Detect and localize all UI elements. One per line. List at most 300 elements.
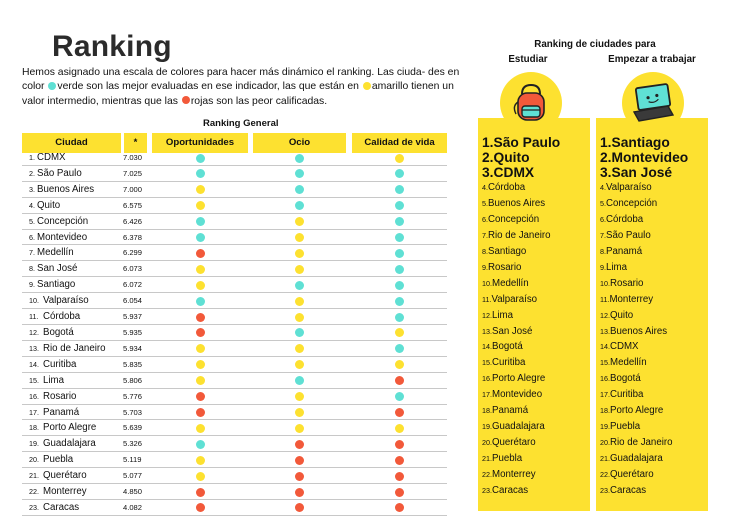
study-list-item — [482, 324, 590, 340]
table-caption: Ranking General — [203, 118, 279, 129]
cal-rating-dot-icon — [395, 265, 404, 274]
cal-rating-dot-icon — [395, 376, 404, 385]
study-list-item — [482, 166, 590, 181]
work-item-rank: 16. — [600, 374, 610, 384]
study-panel — [478, 118, 590, 511]
work-item-city: Medellín — [610, 357, 647, 369]
cal-rating-dot-icon — [395, 360, 404, 369]
cal-rating-dot-icon — [395, 408, 404, 417]
row-rank: 13. — [29, 343, 39, 353]
header-opportunities: Oportunidades — [152, 133, 248, 153]
study-item-city: Montevideo — [492, 389, 543, 401]
work-item-city: San José — [611, 164, 673, 180]
ocio-rating-dot-icon — [295, 408, 304, 417]
row-rank: 2. — [29, 168, 35, 178]
opp-rating-dot-icon — [196, 440, 205, 449]
table-row — [22, 245, 447, 261]
study-item-rank: 3. — [482, 164, 494, 180]
opp-rating-dot-icon — [196, 297, 205, 306]
study-item-rank: 8. — [482, 247, 488, 257]
table-row — [22, 277, 447, 293]
opp-rating-dot-icon — [196, 313, 205, 322]
row-score: 6.378 — [123, 232, 143, 242]
row-city: Monterrey — [43, 486, 87, 498]
row-score: 4.850 — [123, 487, 143, 497]
study-list-item — [482, 419, 590, 435]
opp-rating-dot-icon — [196, 201, 205, 210]
study-item-city: CDMX — [493, 164, 535, 180]
row-rank: 19. — [29, 439, 39, 449]
table-row — [22, 309, 447, 325]
page-title: Ranking — [52, 30, 172, 63]
study-list-item — [482, 151, 590, 166]
opp-rating-dot-icon — [196, 233, 205, 242]
study-item-city: Valparaíso — [491, 293, 538, 305]
cal-rating-dot-icon — [395, 456, 404, 465]
row-city: Córdoba — [43, 311, 81, 323]
cal-rating-dot-icon — [395, 249, 404, 258]
row-rank: 1. — [29, 153, 35, 162]
ocio-rating-dot-icon — [295, 201, 304, 210]
work-item-rank: 9. — [600, 262, 606, 272]
cal-rating-dot-icon — [395, 297, 404, 306]
row-rank: 7. — [29, 248, 35, 258]
study-item-rank: 21. — [482, 453, 492, 463]
work-list-item — [600, 371, 708, 387]
opp-rating-dot-icon — [196, 503, 205, 512]
work-item-city: CDMX — [610, 341, 639, 353]
study-item-rank: 16. — [482, 374, 492, 384]
cal-rating-dot-icon — [395, 440, 404, 449]
red-legend-dot-icon — [182, 96, 190, 104]
row-score: 5.077 — [123, 471, 143, 481]
work-item-city: Guadalajara — [610, 452, 663, 464]
work-item-city: Lima — [606, 261, 627, 273]
study-item-city: Santiago — [488, 246, 527, 258]
work-item-city: Puebla — [610, 420, 641, 432]
table-row — [22, 261, 447, 277]
row-score: 6.426 — [123, 216, 143, 226]
study-item-rank: 14. — [482, 342, 492, 352]
row-rank: 15. — [29, 375, 39, 385]
row-city: Concepción — [37, 215, 89, 227]
study-item-city: San José — [492, 325, 533, 337]
row-rank: 20. — [29, 455, 39, 465]
row-rank: 14. — [29, 359, 39, 369]
table-row — [22, 198, 447, 214]
ocio-rating-dot-icon — [295, 185, 304, 194]
work-item-rank: 17. — [600, 390, 610, 400]
work-item-rank: 15. — [600, 358, 610, 368]
opp-rating-dot-icon — [196, 185, 205, 194]
table-row — [22, 214, 447, 230]
row-city: Quito — [37, 199, 61, 211]
intro-text: Hemos asignado una escala de colores para hacer más dinámico el ranking. Las ciuda- des en color — [22, 67, 460, 93]
work-list-item — [600, 166, 708, 181]
ocio-rating-dot-icon — [295, 392, 304, 401]
work-item-rank: 6. — [600, 215, 606, 225]
study-item-city: Lima — [492, 309, 513, 321]
study-item-city: Guadalajara — [492, 420, 545, 432]
work-item-rank: 4. — [600, 183, 606, 193]
study-item-rank: 23. — [482, 485, 492, 495]
work-item-city: Monterrey — [609, 293, 654, 305]
row-city: São Paulo — [37, 167, 82, 179]
work-item-rank: 23. — [600, 485, 610, 495]
table-row — [22, 436, 447, 452]
row-rank: 11. — [29, 312, 39, 322]
study-list-item — [482, 387, 590, 403]
work-item-city: Quito — [610, 309, 634, 321]
row-score: 6.299 — [123, 248, 143, 258]
study-list-item — [482, 196, 590, 212]
study-ranking-list — [482, 136, 590, 499]
cal-rating-dot-icon — [395, 217, 404, 226]
ocio-rating-dot-icon — [295, 360, 304, 369]
study-badge — [500, 72, 562, 134]
work-item-rank: 20. — [600, 437, 610, 447]
table-row — [22, 182, 447, 198]
work-badge — [622, 72, 684, 134]
row-score: 5.935 — [123, 327, 143, 337]
study-item-rank: 22. — [482, 469, 492, 479]
row-score: 5.639 — [123, 423, 143, 433]
row-city: CDMX — [37, 152, 66, 163]
row-city: San José — [37, 263, 78, 275]
opp-rating-dot-icon — [196, 281, 205, 290]
work-item-city: Rosario — [610, 277, 644, 289]
study-item-rank: 15. — [482, 358, 492, 368]
study-item-city: Puebla — [492, 452, 523, 464]
study-item-city: São Paulo — [493, 135, 561, 150]
row-city: Montevideo — [37, 231, 88, 243]
study-item-city: Panamá — [492, 405, 529, 417]
table-row — [22, 389, 447, 405]
ocio-rating-dot-icon — [295, 488, 304, 497]
work-item-rank: 12. — [600, 310, 610, 320]
opp-rating-dot-icon — [196, 392, 205, 401]
ocio-rating-dot-icon — [295, 376, 304, 385]
work-list-item — [600, 435, 708, 451]
study-label: Estudiar — [508, 54, 548, 65]
ocio-rating-dot-icon — [295, 440, 304, 449]
work-list-item — [600, 403, 708, 419]
opp-rating-dot-icon — [196, 169, 205, 178]
work-list-item — [600, 212, 708, 228]
table-row — [22, 166, 447, 182]
work-item-city: Santiago — [611, 135, 670, 150]
study-item-city: Caracas — [492, 484, 529, 496]
row-city: Medellín — [37, 247, 74, 259]
study-list-item — [482, 244, 590, 260]
work-item-rank: 2. — [600, 149, 612, 165]
work-item-city: Rio de Janeiro — [610, 436, 673, 448]
work-item-city: Porto Alegre — [610, 405, 664, 417]
work-item-rank: 19. — [600, 421, 610, 431]
work-item-rank: 7. — [600, 231, 606, 241]
study-item-city: Querétaro — [492, 436, 536, 448]
side-caption: Ranking de ciudades para — [534, 39, 656, 50]
cal-rating-dot-icon — [395, 169, 404, 178]
work-item-city: São Paulo — [606, 230, 651, 242]
study-item-city: Concepción — [488, 214, 540, 226]
opp-rating-dot-icon — [196, 424, 205, 433]
study-item-city: Rosario — [488, 261, 522, 273]
opp-rating-dot-icon — [196, 217, 205, 226]
study-list-item — [482, 339, 590, 355]
table-row — [22, 484, 447, 500]
ocio-rating-dot-icon — [295, 328, 304, 337]
row-score: 6.054 — [123, 296, 143, 306]
work-item-city: Curitiba — [610, 389, 644, 401]
work-item-city: Querétaro — [610, 468, 654, 480]
study-item-rank: 4. — [482, 183, 488, 193]
row-rank: 16. — [29, 391, 39, 401]
row-score: 7.030 — [123, 153, 143, 162]
study-list-item — [482, 180, 590, 196]
study-list-item — [482, 371, 590, 387]
row-score: 5.835 — [123, 359, 143, 369]
table-row — [22, 341, 447, 357]
opp-rating-dot-icon — [196, 249, 205, 258]
row-score: 5.776 — [123, 391, 143, 401]
study-list-item — [482, 212, 590, 228]
table-row — [22, 468, 447, 484]
table-row — [22, 150, 447, 166]
ocio-rating-dot-icon — [295, 424, 304, 433]
study-list-item — [482, 136, 590, 151]
ocio-rating-dot-icon — [295, 169, 304, 178]
row-city: Santiago — [37, 279, 76, 291]
work-item-rank: 22. — [600, 469, 610, 479]
row-rank: 6. — [29, 232, 35, 242]
row-city: Valparaíso — [43, 295, 89, 307]
work-item-rank: 18. — [600, 406, 610, 416]
work-item-city: Panamá — [606, 246, 643, 258]
row-city: Caracas — [43, 501, 80, 513]
row-city: Buenos Aires — [37, 183, 95, 195]
row-score: 5.806 — [123, 375, 143, 385]
ranking-table — [22, 150, 447, 516]
opp-rating-dot-icon — [196, 360, 205, 369]
work-item-rank: 14. — [600, 342, 610, 352]
row-rank: 8. — [29, 264, 35, 274]
opp-rating-dot-icon — [196, 472, 205, 481]
work-item-rank: 1. — [600, 135, 612, 150]
study-list-item — [482, 292, 590, 308]
study-item-rank: 6. — [482, 215, 488, 225]
study-item-city: Monterrey — [492, 468, 536, 480]
opp-rating-dot-icon — [196, 488, 205, 497]
work-label: Empezar a trabajar — [608, 54, 696, 65]
work-list-item — [600, 196, 708, 212]
table-row — [22, 373, 447, 389]
row-score: 4.082 — [123, 502, 143, 512]
work-item-city: Caracas — [610, 484, 647, 496]
row-rank: 21. — [29, 471, 39, 481]
cal-rating-dot-icon — [395, 392, 404, 401]
cal-rating-dot-icon — [395, 281, 404, 290]
row-score: 5.703 — [123, 407, 143, 417]
work-item-rank: 8. — [600, 247, 606, 257]
study-item-city: Quito — [493, 149, 530, 165]
ocio-rating-dot-icon — [295, 217, 304, 226]
study-item-rank: 5. — [482, 199, 488, 209]
work-item-rank: 5. — [600, 199, 606, 209]
header-city: Ciudad — [22, 133, 121, 153]
intro-text: amarillo tienen un valor intermedio, mientras que las — [22, 81, 454, 107]
header-leisure: Ocio — [253, 133, 346, 153]
opp-rating-dot-icon — [196, 408, 205, 417]
row-rank: 9. — [29, 280, 35, 290]
work-item-city: Buenos Aires — [610, 325, 668, 337]
ocio-rating-dot-icon — [295, 281, 304, 290]
laptop-icon — [622, 72, 684, 134]
work-list-item — [600, 324, 708, 340]
yellow-legend-dot-icon — [363, 82, 371, 90]
study-item-city: Curitiba — [492, 357, 526, 369]
study-item-rank: 9. — [482, 262, 488, 272]
row-city: Puebla — [43, 454, 74, 466]
cal-rating-dot-icon — [395, 328, 404, 337]
study-item-city: Rio de Janeiro — [488, 230, 551, 242]
table-row — [22, 293, 447, 309]
work-list-item — [600, 260, 708, 276]
row-score: 5.119 — [123, 455, 142, 465]
opp-rating-dot-icon — [196, 376, 205, 385]
study-list-item — [482, 308, 590, 324]
green-legend-dot-icon — [48, 82, 56, 90]
intro-text: rojas son las peor calificadas. — [190, 95, 328, 107]
row-city: Porto Alegre — [43, 422, 97, 434]
row-city: Curitiba — [43, 358, 77, 370]
study-item-rank: 17. — [482, 390, 492, 400]
opp-rating-dot-icon — [196, 456, 205, 465]
work-list-item — [600, 292, 708, 308]
cal-rating-dot-icon — [395, 154, 404, 163]
table-row — [22, 357, 447, 373]
work-item-city: Bogotá — [610, 373, 641, 385]
ocio-rating-dot-icon — [295, 344, 304, 353]
row-rank: 3. — [29, 184, 35, 194]
study-item-rank: 19. — [482, 421, 492, 431]
row-rank: 12. — [29, 327, 39, 337]
ocio-rating-dot-icon — [295, 313, 304, 322]
study-item-rank: 1. — [482, 135, 494, 150]
work-item-rank: 21. — [600, 453, 610, 463]
work-list-item — [600, 151, 708, 166]
table-row — [22, 405, 447, 421]
study-item-rank: 2. — [482, 149, 494, 165]
study-item-city: Porto Alegre — [492, 373, 546, 385]
study-item-rank: 10. — [482, 278, 492, 288]
study-list-item — [482, 228, 590, 244]
row-rank: 4. — [29, 200, 35, 210]
work-list-item — [600, 451, 708, 467]
work-item-city: Concepción — [606, 198, 658, 210]
study-list-item — [482, 435, 590, 451]
study-item-city: Medellín — [492, 277, 529, 289]
row-rank: 22. — [29, 487, 39, 497]
study-item-city: Bogotá — [492, 341, 523, 353]
row-score: 6.575 — [123, 200, 143, 210]
row-city: Panamá — [43, 406, 80, 418]
cal-rating-dot-icon — [395, 503, 404, 512]
cal-rating-dot-icon — [395, 488, 404, 497]
cal-rating-dot-icon — [395, 472, 404, 481]
ocio-rating-dot-icon — [295, 249, 304, 258]
work-item-rank: 10. — [600, 278, 610, 288]
table-row — [22, 230, 447, 246]
table-row — [22, 452, 447, 468]
study-list-item — [482, 260, 590, 276]
work-item-city: Córdoba — [606, 214, 644, 226]
work-list-item — [600, 308, 708, 324]
work-item-rank: 13. — [600, 326, 610, 336]
work-list-item — [600, 483, 708, 499]
row-score: 5.934 — [123, 343, 143, 353]
study-list-item — [482, 403, 590, 419]
row-city: Rio de Janeiro — [43, 342, 106, 354]
table-row — [22, 420, 447, 436]
table-row — [22, 500, 447, 516]
opp-rating-dot-icon — [196, 154, 205, 163]
study-item-city: Córdoba — [488, 182, 526, 194]
work-list-item — [600, 228, 708, 244]
ocio-rating-dot-icon — [295, 456, 304, 465]
work-panel — [596, 118, 708, 511]
work-ranking-list — [600, 136, 708, 499]
row-score: 7.000 — [123, 184, 143, 194]
intro-paragraph — [22, 66, 462, 109]
row-rank: 18. — [29, 423, 39, 433]
intro-text: verde son las mejor evaluadas en ese indicador, las que están en — [57, 81, 362, 93]
work-item-rank: 3. — [600, 164, 612, 180]
study-item-rank: 18. — [482, 406, 492, 416]
header-score: * — [124, 133, 147, 153]
header-quality: Calidad de vida — [352, 133, 447, 153]
work-list-item — [600, 419, 708, 435]
study-list-item — [482, 276, 590, 292]
study-item-rank: 12. — [482, 310, 492, 320]
row-city: Lima — [43, 374, 64, 386]
ocio-rating-dot-icon — [295, 472, 304, 481]
cal-rating-dot-icon — [395, 344, 404, 353]
work-list-item — [600, 387, 708, 403]
work-list-item — [600, 180, 708, 196]
work-list-item — [600, 339, 708, 355]
ocio-rating-dot-icon — [295, 297, 304, 306]
row-score: 6.072 — [123, 280, 143, 290]
row-rank: 5. — [29, 216, 35, 226]
backpack-icon — [500, 72, 562, 134]
study-item-city: Buenos Aires — [488, 198, 546, 210]
row-score: 7.025 — [123, 168, 143, 178]
opp-rating-dot-icon — [196, 328, 205, 337]
work-list-item — [600, 276, 708, 292]
ocio-rating-dot-icon — [295, 154, 304, 163]
opp-rating-dot-icon — [196, 344, 205, 353]
row-rank: 10. — [29, 296, 39, 306]
work-item-city: Valparaíso — [606, 182, 652, 194]
cal-rating-dot-icon — [395, 233, 404, 242]
work-list-item — [600, 355, 708, 371]
cal-rating-dot-icon — [395, 185, 404, 194]
row-city: Bogotá — [43, 326, 74, 338]
study-item-rank: 20. — [482, 437, 492, 447]
study-item-rank: 11. — [482, 294, 492, 304]
work-list-item — [600, 467, 708, 483]
